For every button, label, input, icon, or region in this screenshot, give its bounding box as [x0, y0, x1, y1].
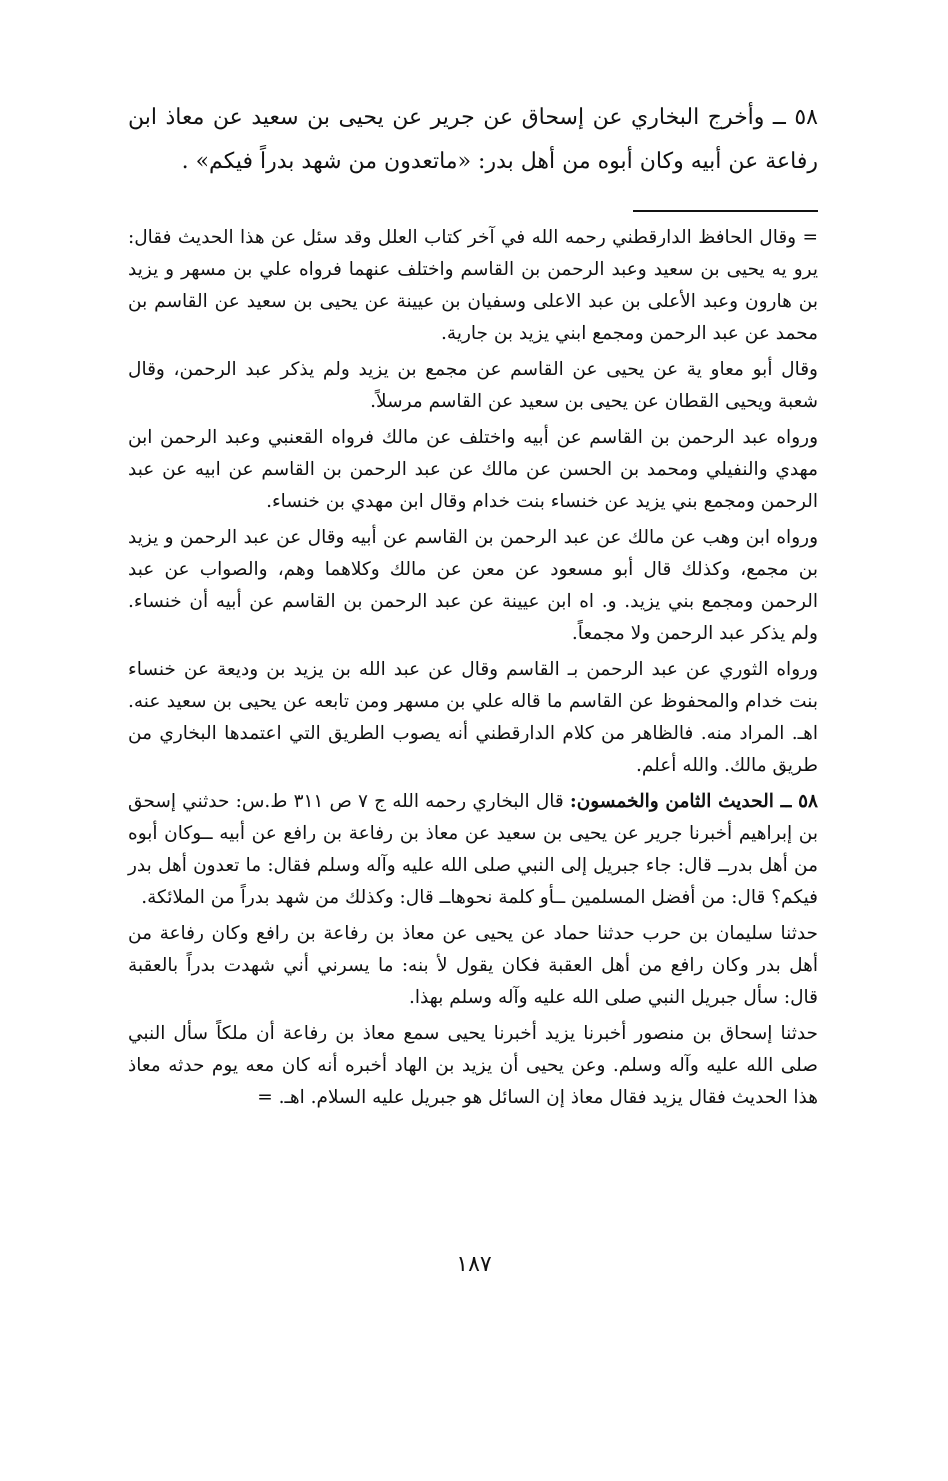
- footnotes-section: [128, 222, 818, 1114]
- main-hadith-text: ٥٨ ــ وأخرج البخاري عن إسحاق عن جرير عن يحيى بن سعيد عن معاذ ابن رفاعة عن أبيه وكان أبوه من أهل بدر: «ماتعدون من شهد بدراً فيكم» .: [128, 105, 818, 174]
- footnote-paragraph: ورواه عبد الرحمن بن القاسم عن أبيه واختلف عن مالك فرواه القعنبي وعبد الرحمن ابن مهدي والنفيلي ومحمد بن الحسن عن مالك عن عبد الرحمن بن القاسم عن ابيه عن عبد الرحمن ومجمع بني يزيد عن خنساء بنت خدام وقال ابن مهدي بن خنساء.: [128, 427, 818, 512]
- footnote-paragraph: حدثنا إسحاق بن منصور أخبرنا يزيد أخبرنا يحيى سمع معاذ بن رفاعة أن ملكاً سأل النبي صلى الله عليه وآله وسلم. وعن يحيى أن يزيد بن الهاد أخبره أنه كان معه يوم حدثه معاذ هذا الحديث فقال يزيد فقال معاذ إن السائل هو جبريل عليه السلام. اهـ. =: [128, 1023, 818, 1108]
- hadith-58-footnote: [128, 786, 818, 914]
- document-page: [128, 96, 818, 1118]
- footnote-divider: [633, 210, 818, 212]
- hadith-heading: ٥٨ ــ الحديث الثامن والخمسون:: [569, 791, 818, 812]
- page-number: ١٨٧: [456, 1252, 492, 1277]
- footnote-paragraph: ورواه الثوري عن عبد الرحمن بـ القاسم وقال عن عبد الله بن يزيد بن وديعة عن خنساء بنت خدام والمحفوظ عن القاسم ما قاله علي بن مسهر ومن تابعه عن يحيى بن سعيد عنه. اهـ. المراد منه. فالظاهر من كلام الدارقطني أنه يصوب الطريق التي اعتمدها البخاري من طريق مالك. والله أعلم.: [128, 659, 818, 776]
- footnote-paragraph: وقال أبو معاو ية عن يحيى عن القاسم عن مجمع بن يزيد ولم يذكر عبد الرحمن، وقال شعبة ويحيى القطان عن يحيى بن سعيد عن القاسم مرسلاً.: [128, 359, 818, 412]
- footnote-paragraph: حدثنا سليمان بن حرب حدثنا حماد عن يحيى عن معاذ بن رفاعة بن رافع وكان رفاعة من أهل بدر وكان رافع من أهل العقبة فكان يقول لأ بنه: ما يسرني أني شهدت بدراً بالعقبة قال: سأل جبريل النبي صلى الله عليه وآله وسلم بهذا.: [128, 923, 818, 1008]
- footnote-paragraph: = وقال الحافظ الدارقطني رحمه الله في آخر كتاب العلل وقد سئل عن هذا الحديث فقال: يرو يه يحيى بن سعيد وعبد الرحمن بن القاسم واختلف عنهما فرواه علي بن مسهر و يزيد بن هارون وعبد الأعلى بن عبد الاعلى وسفيان بن عيينة عن يحيى بن سعيد عن القاسم بن محمد عن عبد الرحمن ومجمع ابني يزيد بن جارية.: [128, 227, 818, 344]
- footnote-paragraph: ورواه ابن وهب عن مالك عن عبد الرحمن بن القاسم عن أبيه وقال عن عبد الرحمن و يزيد بن مجمع، وكذلك قال أبو مسعود عن معن عن مالك وكلاهما وهم، والصواب عن عبد الرحمن ومجمع بني يزيد. و. اه ابن عيينة عن عبد الرحمن بن القاسم عن أبيه أن خنساء. ولم يذكر عبد الرحمن ولا مجمعاً.: [128, 527, 818, 644]
- hadith-heading-text: قال البخاري رحمه الله ج ٧ ص ٣١١ ط.س: حدثني إسحق بن إبراهيم أخبرنا جرير عن يحيى بن سعيد عن معاذ بن رفاعة بن رافع عن أبيه ــوكان أبوه من أهل بدرــ قال: جاء جبريل إلى النبي صلى الله عليه وآله وسلم فقال: ما تعدون أهل بدر فيكم؟ قال: من أفضل المسلمين ــأو كلمة نحوهاــ قال: وكذلك من شهد بدراً من الملائكة.: [128, 791, 818, 908]
